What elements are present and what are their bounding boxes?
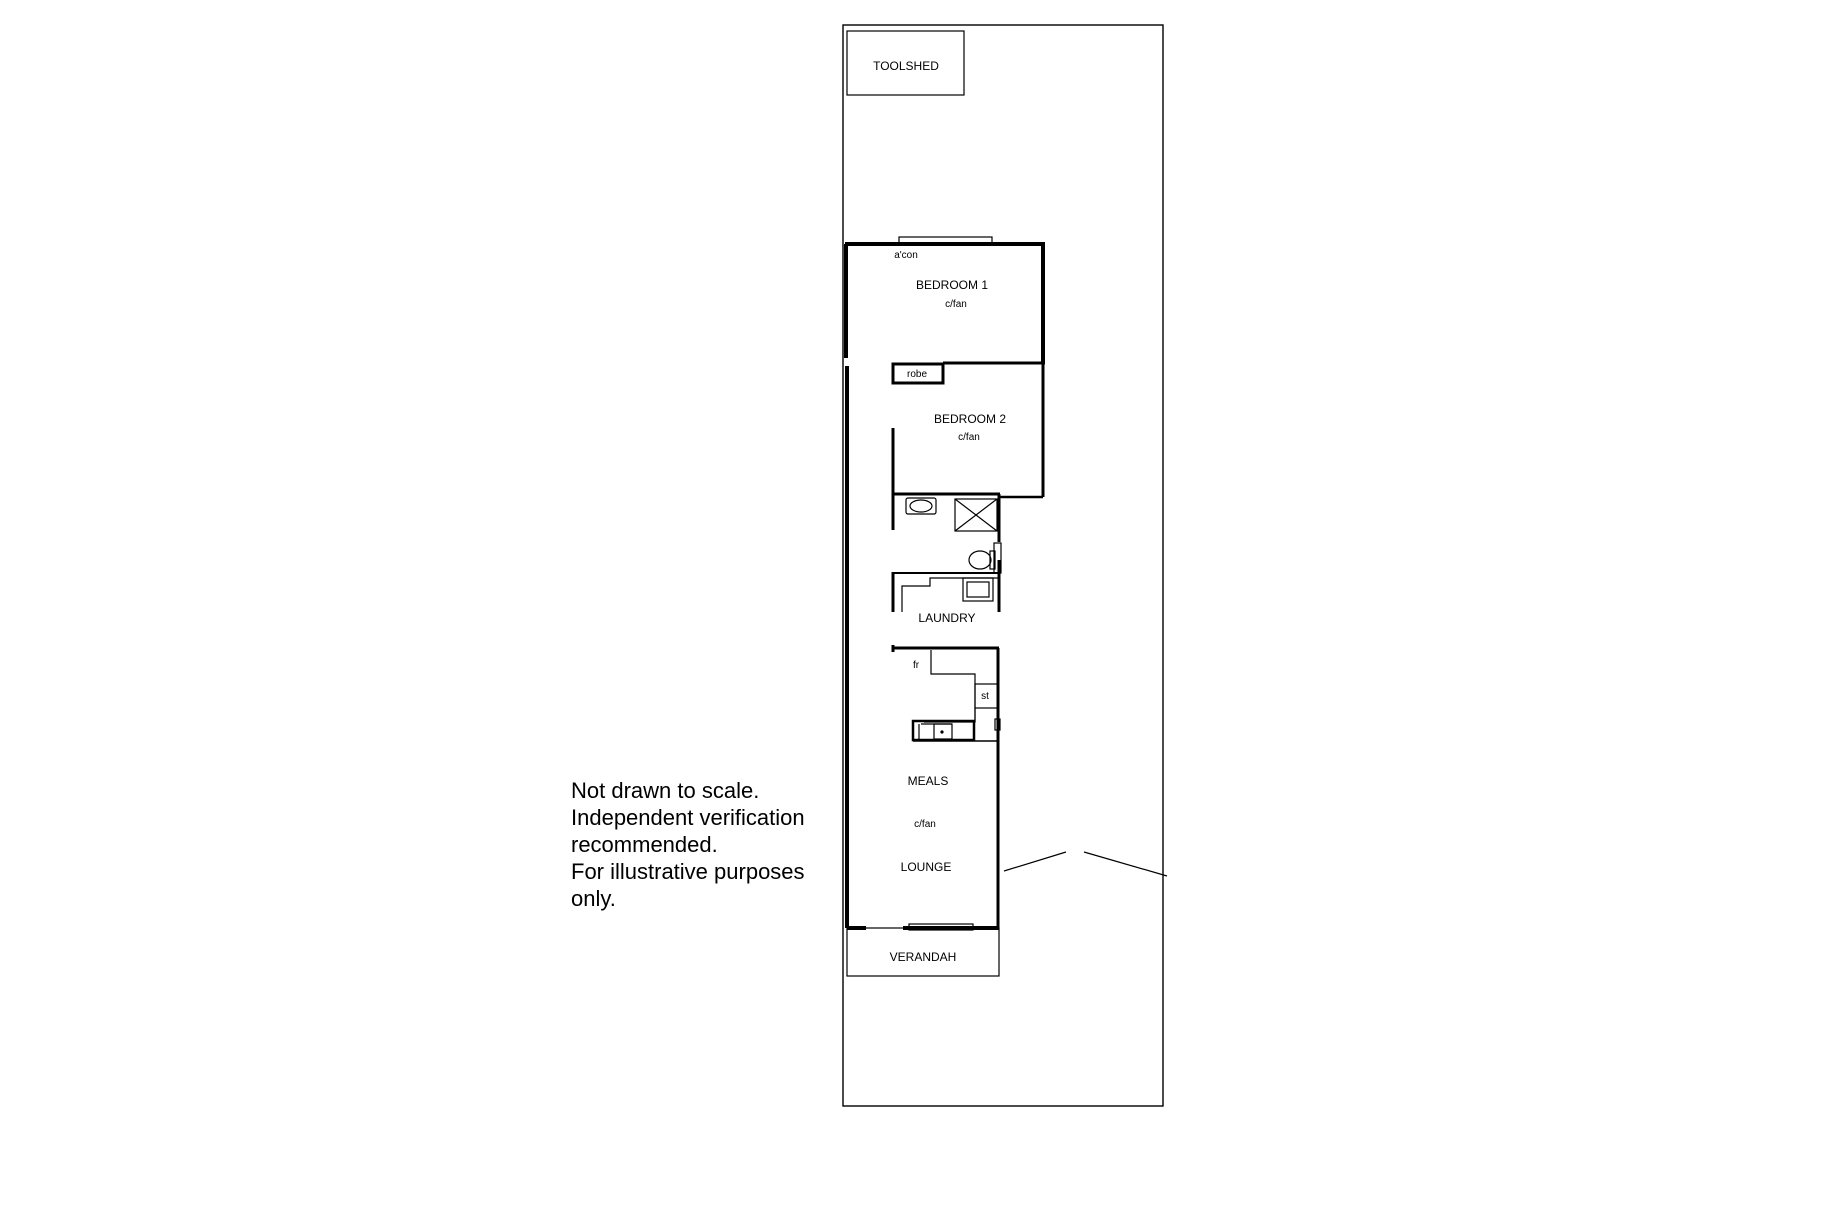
toolshed-label: TOOLSHED <box>873 59 939 73</box>
laundry-fixtures <box>902 578 999 612</box>
verandah-label: VERANDAH <box>889 950 957 964</box>
angled-line-right <box>1084 852 1167 876</box>
aircon-label: a'con <box>894 250 918 261</box>
disclaimer-note <box>571 777 805 912</box>
meals-label: MEALS <box>907 774 949 788</box>
disclaimer-line: Not drawn to scale. <box>571 778 760 803</box>
bedroom2-fan-label: c/fan <box>958 432 980 443</box>
meals-fan-label: c/fan <box>914 819 936 830</box>
bathroom-fixtures <box>906 498 997 569</box>
fridge-label: fr <box>912 660 920 671</box>
bedroom1-fan-label: c/fan <box>945 299 967 310</box>
bedroom1-label: BEDROOM 1 <box>915 278 989 292</box>
stove-label: st <box>981 691 989 702</box>
lounge-label: LOUNGE <box>900 860 952 874</box>
robe-label: robe <box>906 369 928 380</box>
property-boundary <box>843 25 1163 1106</box>
bedroom2-label: BEDROOM 2 <box>933 412 1007 426</box>
disclaimer-line: Independent verification <box>571 805 805 830</box>
disclaimer-line: only. <box>571 886 616 911</box>
laundry-label: LAUNDRY <box>918 611 976 625</box>
house-walls <box>845 237 1045 930</box>
angled-line-left <box>1004 852 1066 871</box>
disclaimer-line: recommended. <box>571 832 718 857</box>
disclaimer-line: For illustrative purposes <box>571 859 805 884</box>
